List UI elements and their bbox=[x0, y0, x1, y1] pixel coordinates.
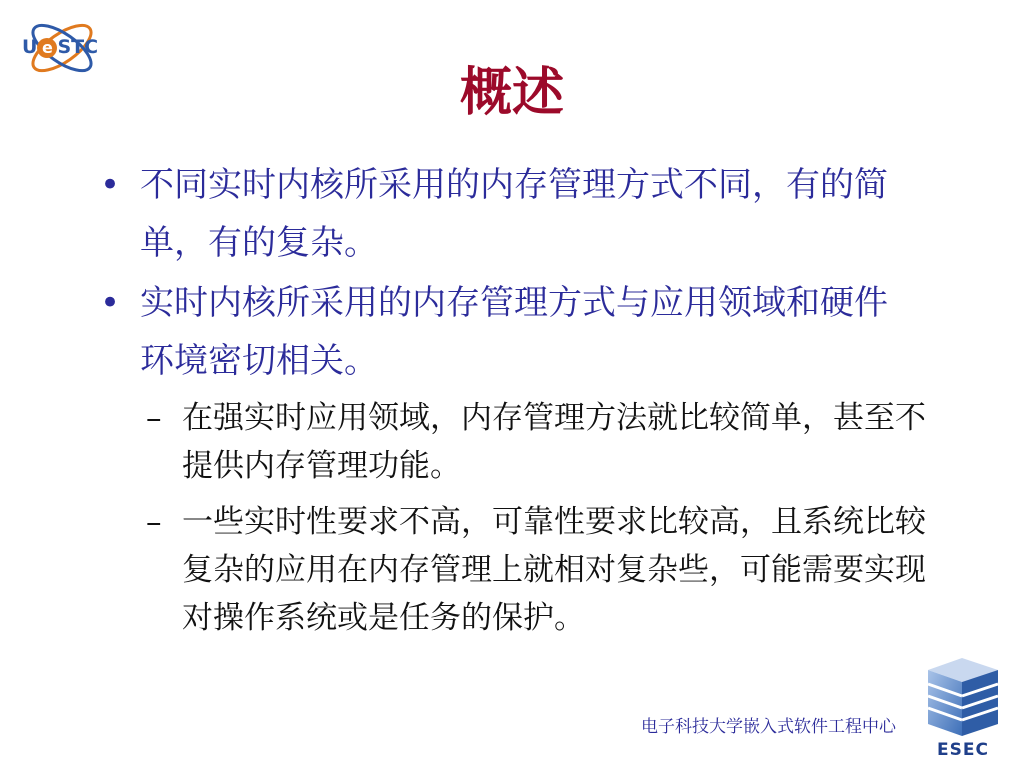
sub-bullet-text: 一些实时性要求不高，可靠性要求比较高，且系统比较复杂的应用在内存管理上就相对复杂些，可能需要实现对操作系统或是任务的保护。 bbox=[182, 504, 926, 636]
sub-bullet-item bbox=[146, 498, 946, 642]
bullet-item bbox=[100, 156, 920, 272]
esec-label: ESEC bbox=[937, 740, 989, 760]
bullet-mark: • bbox=[100, 283, 121, 323]
bullet-text: 实时内核所采用的内存管理方式与应用领域和硬件环境密切相关。 bbox=[140, 283, 888, 381]
sub-bullet-mark: – bbox=[146, 400, 162, 436]
building-icon bbox=[922, 656, 1004, 740]
sub-bullet-text: 在强实时应用领域，内存管理方法就比较简单，甚至不提供内存管理功能。 bbox=[182, 400, 926, 484]
bullet-item bbox=[100, 274, 920, 390]
footer-text: 电子科技大学嵌入式软件工程中心 bbox=[641, 717, 896, 737]
uestc-logo-text: U e STC bbox=[22, 36, 99, 58]
sub-bullet-item bbox=[146, 394, 946, 490]
sub-bullet-mark: – bbox=[146, 504, 162, 540]
esec-logo bbox=[922, 656, 1004, 762]
bullet-text: 不同实时内核所采用的内存管理方式不同，有的简单，有的复杂。 bbox=[140, 165, 888, 263]
slide-title: 概述 bbox=[459, 62, 564, 123]
bullet-mark: • bbox=[100, 165, 121, 205]
